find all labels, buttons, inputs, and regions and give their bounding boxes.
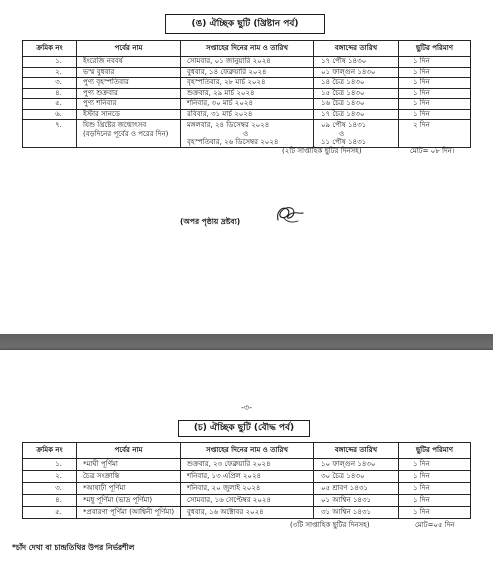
festival-name-cell: *মধু পূর্ণিমা (ভাদ্র পূর্ণিমা): [77, 495, 181, 507]
weekday-date-cell: [181, 120, 314, 148]
column-header-bengali-date: বঙ্গাব্দের তারিখ: [314, 41, 399, 57]
festival-name-cell: *আষাঢ়ী পূর্ণিমা: [77, 483, 181, 495]
bengali-date-cell: ৩১ আশ্বিন ১৪৩১: [314, 507, 399, 519]
duration-cell: ১ দিন: [399, 57, 471, 68]
serial-cell: ১.: [23, 57, 77, 68]
section-title: (ঙ) ঐচ্ছিক ছুটি (খ্রিষ্টান পর্ব): [165, 14, 325, 34]
weekly-holiday-note: (২টি সাপ্তাহিক ছুটির দিনসহ): [282, 147, 362, 155]
bengali-date-conjunction: ও: [339, 129, 345, 138]
page-lower: [0, 350, 493, 561]
bengali-date-cell: ০৫ শ্রাবণ ১৪৩১: [314, 483, 399, 495]
serial-cell: ৬.: [23, 109, 77, 120]
duration-cell: ১ দিন: [399, 109, 471, 120]
page-gap: [0, 334, 493, 350]
bengali-date-cell: ১৪ চৈত্র ১৪৩০: [314, 78, 399, 89]
festival-name-cell: ইংরেজি নববর্ষ: [77, 57, 181, 68]
table-row: [23, 67, 471, 78]
total-days: মোট=০৫ দিন: [415, 521, 455, 529]
festival-name-cell: ভস্ম বুধবার: [77, 67, 181, 78]
serial-cell: ৪.: [23, 88, 77, 99]
duration-cell: ২ দিন: [399, 120, 471, 148]
duration-cell: ১ দিন: [399, 88, 471, 99]
serial-cell: ৫.: [23, 99, 77, 110]
bengali-date-line: ১১ পৌষ ১৪৩১: [321, 138, 367, 147]
table-row: [23, 495, 471, 507]
weekday-date-line: মঙ্গলবার, ২৪ ডিসেম্বর ২০২৪: [187, 121, 270, 129]
weekday-date-line: বৃহস্পতিবার, ২৬ ডিসেম্বর ২০২৪: [187, 138, 279, 147]
bengali-date-cell: ১৭ পৌষ ১৪৩০: [314, 57, 399, 68]
duration-cell: ১ দিন: [399, 471, 471, 483]
continued-note: (অপর পৃষ্ঠায় দ্রষ্টব্য): [180, 217, 241, 226]
weekday-date-cell: শনিবার, ৩০ মার্চ ২০২৪: [181, 99, 314, 110]
bengali-date-line: ০৯ পৌষ ১৪৩১: [321, 121, 367, 129]
bengali-date-cell: [314, 120, 399, 148]
column-header-bengali-date: বঙ্গাব্দের তারিখ: [314, 443, 399, 459]
festival-name-cell: *প্রবারণা পূর্ণিমা (আশ্বিনী পূর্ণিমা): [77, 507, 181, 519]
column-header-serial: ক্রমিক নং: [23, 443, 77, 459]
weekday-date-conjunction: ও: [243, 129, 249, 138]
column-header-duration: ছুটির পরিমাণ: [399, 443, 471, 459]
weekday-date-cell: বুধবার, ১৪ ফেব্রুয়ারি ২০২৪: [181, 67, 314, 78]
table-row: [23, 483, 471, 495]
festival-name-line: (বড়দিনের পূর্বের ও পরের দিন): [83, 129, 169, 138]
table-header-row: [23, 443, 471, 459]
serial-cell: ৪.: [23, 495, 77, 507]
festival-name-cell: পুণ্য বৃহস্পতিবার: [77, 78, 181, 89]
table-row: [23, 57, 471, 68]
festival-name-line: যিশু খ্রিষ্টের জন্মোৎসব: [83, 121, 147, 129]
weekday-date-cell: সোমবার, ০১ জানুয়ারি ২০২৪: [181, 57, 314, 68]
column-header-festival: পর্বের নাম: [77, 41, 181, 57]
signature: [272, 200, 306, 226]
table-row: [23, 471, 471, 483]
total-days: মোট= ০৮ দিন।: [410, 147, 455, 155]
serial-cell: ২.: [23, 67, 77, 78]
christian-holidays-table: [22, 40, 471, 148]
table-row: [23, 88, 471, 99]
table-row: [23, 78, 471, 89]
duration-cell: ১ দিন: [399, 78, 471, 89]
weekday-date-cell: রবিবার, ৩১ মার্চ ২০২৪: [181, 109, 314, 120]
weekday-date-cell: বুধবার, ১৬ অক্টোবর ২০২৪: [181, 507, 314, 519]
weekday-date-cell: শনিবার, ১৩ এপ্রিল ২০২৪: [181, 471, 314, 483]
table-row: [23, 99, 471, 110]
column-header-serial: ক্রমিক নং: [23, 41, 77, 57]
footnote: *চাঁদ দেখা বা চান্দ্রতিথির উপর নির্ভরশীল: [12, 543, 135, 552]
serial-cell: ২.: [23, 471, 77, 483]
duration-cell: ১ দিন: [399, 99, 471, 110]
weekday-date-cell: বৃহস্পতিবার, ২৮ মার্চ ২০২৪: [181, 78, 314, 89]
bengali-date-cell: ০১ আশ্বিন ১৪৩১: [314, 495, 399, 507]
festival-name-cell: চৈত্র সংক্রান্তি: [77, 471, 181, 483]
bengali-date-cell: ১৫ চৈত্র ১৪৩০: [314, 88, 399, 99]
festival-name-cell: *মাঘী পূর্ণিমা: [77, 459, 181, 471]
weekday-date-cell: শুক্রবার, ২৩ ফেব্রুয়ারি ২০২৪: [181, 459, 314, 471]
duration-cell: ১ দিন: [399, 67, 471, 78]
serial-cell: ৭.: [23, 120, 77, 148]
bengali-date-cell: ১৬ চৈত্র ১৪৩০: [314, 99, 399, 110]
serial-cell: ৩.: [23, 78, 77, 89]
column-header-festival: পর্বের নাম: [77, 443, 181, 459]
festival-name-cell: পুণ্য শনিবার: [77, 99, 181, 110]
duration-cell: ১ দিন: [399, 507, 471, 519]
bengali-date-cell: ১৭ চৈত্র ১৪৩০: [314, 109, 399, 120]
serial-cell: ১.: [23, 459, 77, 471]
weekly-holiday-note: (৩টি সাপ্তাহিক ছুটির দিনসহ): [290, 521, 370, 529]
column-header-weekday-date: সপ্তাহের দিনের নাম ও তারিখ: [181, 41, 314, 57]
section-title: (চ) ঐচ্ছিক ছুটি (বৌদ্ধ পর্ব): [178, 420, 310, 437]
duration-cell: ১ দিন: [399, 459, 471, 471]
duration-cell: ১ দিন: [399, 483, 471, 495]
column-header-duration: ছুটির পরিমাণ: [399, 41, 471, 57]
bengali-date-cell: ০১ ফাল্গুন ১৪৩০: [314, 67, 399, 78]
festival-name-cell: ইস্টার সানডে: [77, 109, 181, 120]
column-header-weekday-date: সপ্তাহের দিনের নাম ও তারিখ: [181, 443, 314, 459]
weekday-date-cell: সোমবার, ১৬ সেপ্টেম্বর ২০২৪: [181, 495, 314, 507]
serial-cell: ৫.: [23, 507, 77, 519]
buddhist-holidays-table: [22, 442, 471, 519]
page-number: -৩-: [241, 403, 252, 412]
weekday-date-cell: শুক্রবার, ২৯ মার্চ ২০২৪: [181, 88, 314, 99]
festival-name-cell: পুণ্য শুক্রবার: [77, 88, 181, 99]
bengali-date-cell: ১০ ফাল্গুন ১৪৩০: [314, 459, 399, 471]
bengali-date-cell: ৩০ চৈত্র ১৪৩০: [314, 471, 399, 483]
table-row: [23, 120, 471, 148]
serial-cell: ৩.: [23, 483, 77, 495]
weekday-date-cell: শনিবার, ২০ জুলাই ২০২৪: [181, 483, 314, 495]
festival-name-cell: [77, 120, 181, 148]
duration-cell: ১ দিন: [399, 495, 471, 507]
table-row: [23, 459, 471, 471]
table-header-row: [23, 41, 471, 57]
table-row: [23, 507, 471, 519]
table-row: [23, 109, 471, 120]
